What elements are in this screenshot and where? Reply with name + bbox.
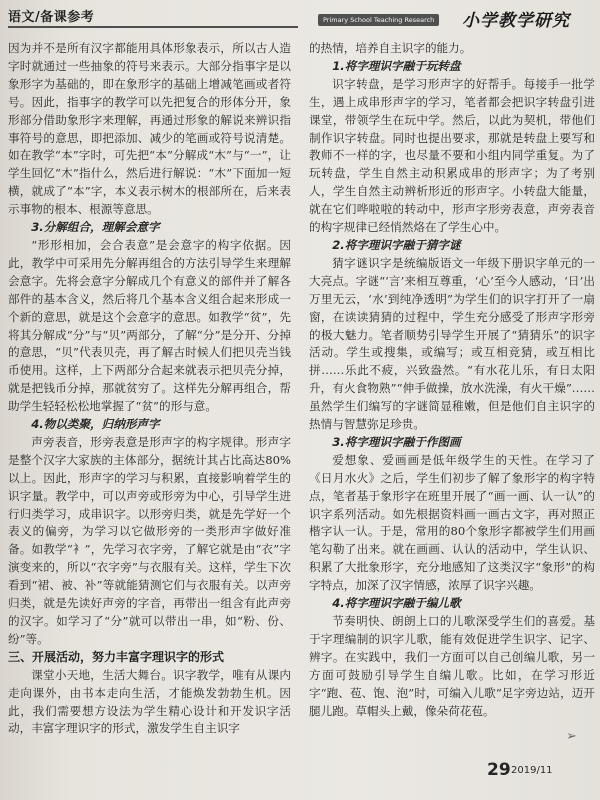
left-column: [8, 40, 291, 755]
paragraph: 猜字谜识字是统编版语文一年级下册识字单元的一大亮点。字谜“‘言’来相互尊重，‘心’至今人感动，‘日’出万里无云，‘水’到纯净透明”为学生们的识字打开了一扇窗，在读读猜猜的过程中，学生充分感受了形声字形旁的极大魅力。笔者顺势引导学生开展了“猜猜乐”的识字活动。学生或搜集，或编写；或互相竞猜，或互相比拼……乐此不疲，兴致盎然。“有水花儿乐，有日太阳升，有火食物熟”“伸手做操，放水洗澡，有火干燥”……虽然学生们编写的字谜简显稚嫩，但是他们自主识字的热情与智慧弥足珍贵。: [309, 255, 595, 432]
header-divider: [8, 26, 298, 28]
issue-date: 2019/11: [511, 765, 553, 776]
page-number: 29: [487, 760, 511, 780]
paragraph: 的热情，培养自主识字的能力。: [309, 41, 472, 55]
section-heading: 三、开展活动，努力丰富字理识字的形式: [8, 649, 225, 664]
subheading: 4.物以类聚，归纳形声字: [31, 417, 160, 432]
paragraph: 爱想象、爱画画是低年级学生的天性。在学习了《日月水火》之后，学生们初步了解了象形字的构字特点，笔者基于象形字在班里开展了“画一画、认一认”的识字系列活动。如先根据资料画一画古文字，再对照正楷字认一认。于是，常用的80个象形字都被学生们用画笔勾勒了出来。就在画画、认认的活动中，学生认识、积累了大批象形字，充分地感知了这类汉字“象形”的构字特点，加深了汉字情感，浓厚了识字兴趣。: [309, 452, 595, 593]
subheading: 3.分解组合，理解会意字: [31, 220, 160, 235]
subheading: 3.将字理识字融于作图画: [332, 434, 461, 449]
paragraph: 课堂小天地，生活大舞台。识字教学，唯有从课内走向课外，由书本走向生活，才能焕发勃勃生机。因此，我们需要想方设法为学生精心设计和开发识字活动，丰富字理识字的形式，激发学生自主识字: [8, 667, 291, 736]
paragraph: 节奏明快、朗朗上口的儿歌深受学生们的喜爱。基于字理编制的识字儿歌，能有效促进学生识字、记字、辨字。在实践中，我们一方面可以自己创编儿歌，另一方面可鼓励引导学生自编儿歌。比如，在学习形近字“跑、苞、饱、泡”时，可编入儿歌“足字旁边站，迈开腿儿跑。草帽头上戴，像朵荷花苞。: [309, 614, 595, 718]
continue-arrow-icon: ➢: [566, 729, 577, 744]
journal-chinese-title: 小学教学研究: [462, 11, 570, 31]
subheading: 4.将字理识字融于编儿歌: [332, 596, 461, 611]
paragraph: 声旁表音，形旁表意是形声字的构字规律。形声字是整个汉字大家族的主体部分，据统计其占比高达80%以上。因此，形声字的学习与积累，直接影响着学生的识字量。教学中，可以声旁或形旁为中心，引导学生进行归类学习，成串识字。以形旁归类，就是先学好一个表义的偏旁，为学习以它做形旁的一类形声字做好准备。如教学“衤”，先学习衣字旁，了解它就是由“衣”字演变来的，所以“衣字旁”与衣服有关。这样，学生下次看到“裙、被、补”等就能猜测它们与衣服有关。以声旁归类，就是先读好声旁的字音，再带出一组含有此声旁的汉字。如学习了“分”就可以带出一串，如“粉、份、纷”等。: [8, 434, 291, 646]
paragraph: 因为并不是所有汉字都能用具体形象表示，所以古人造字时就通过一些抽象的符号来表示。大部分指事字是以象形字为基础的，即在象形字的基础上增减笔画或者符号。因此，指事字的教学可以先把复合的形体分开，象形部分借助象形字来理解，再通过形象的解说来辨识指事符号的意思，即把添加、减少的笔画或符号说清楚。如在教学“本”字时，可先把“本”分解成“木”与“一”，让学生回忆“木”指什么，然后进行解说：“木”下面加一短横，就成了“本”字，本义表示树木的根部所在，后来表示事物的根本、根源等意思。: [8, 41, 291, 217]
section-label: 语文/备课参考: [8, 10, 95, 25]
journal-english-title: Primary School Teaching Research: [318, 14, 439, 26]
page-header: [0, 0, 600, 34]
right-column: [309, 40, 595, 755]
paragraph: “形形相加，会合表意”是会意字的构字依据。因此，教学中可采用先分解再组合的方法引导学生来理解会意字。先将会意字分解成几个有意义的部件并了解各部件的基本含义，然后将几个基本含义组合起来形成一个新的意思，就是这个会意字的意思。如教学“贫”，先将其分解成“分”与“贝”两部分，了解“分”是分开、分掉的意思，“贝”代表贝壳，再了解古时候人们把贝壳当钱币使用。这样，上下两部分合起来就表示把贝壳分掉，就是把钱币分掉，那就贫穷了。这样先分解再组合，帮助学生轻轻松松地掌握了“贫”的形与意。: [8, 237, 291, 414]
subheading: 2.将字理识字融于猜字谜: [332, 237, 461, 252]
subheading: 1.将字理识字融于玩转盘: [332, 58, 461, 73]
paragraph: 识字转盘，是学习形声字的好帮手。每接手一批学生，遇上成串形声字的学习，笔者都会把识字转盘引进课堂，带领学生在玩中学。然后，以此为契机，带他们制作识字转盘。同时也提出要求，那就是转盘上要写和教师不一样的字，也尽量不要和小组内同学重复。为了玩转盘，学生自然主动积累成串的形声字；为了考别人，学生自然主动辨析形近的形声字。小转盘大能量，就在它们哗啦啦的转动中，形声字形旁表意，声旁表音的构字规律已经悄然烙在了学生心中。: [309, 76, 595, 235]
